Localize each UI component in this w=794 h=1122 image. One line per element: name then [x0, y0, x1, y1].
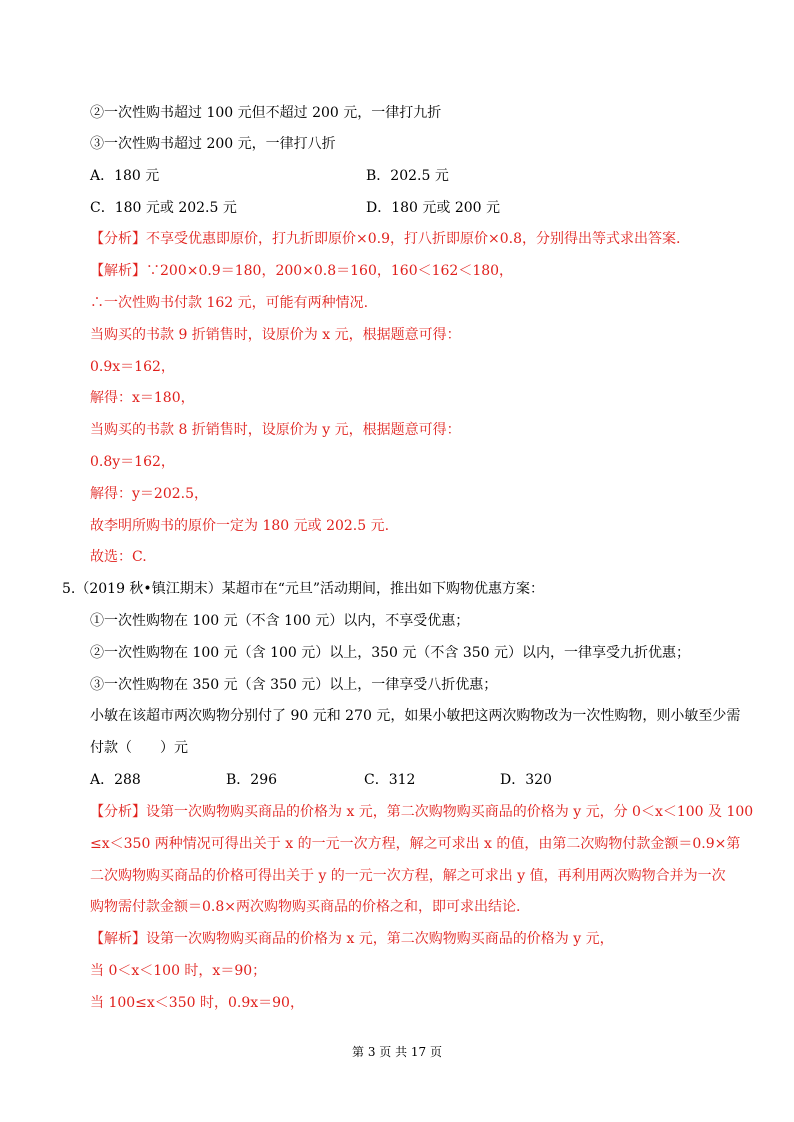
q4-conclusion: 故李明所购书的原价一定为 180 元或 202.5 元.	[90, 518, 390, 534]
q4-solution-line: 当购买的书款 9 折销售时，设原价为 x 元，根据题意可得：	[90, 327, 461, 343]
q5-rule-3: ③一次性购物在 350 元（含 350 元）以上，一律享受八折优惠；	[90, 677, 498, 693]
rule-line-2: ②一次性购书超过 100 元但不超过 200 元，一律打九折	[90, 105, 442, 121]
q5-rule-1: ①一次性购物在 100 元（不含 100 元）以内，不享受优惠；	[90, 613, 470, 629]
q4-solution-line: 解得：x＝180，	[90, 390, 195, 406]
q5-option-c: C．312	[364, 772, 416, 788]
q5-analysis: 购物需付款金额＝0.8×两次购物购买商品的价格之和，即可求出结论.	[90, 899, 521, 915]
q4-analysis: 【分析】不享受优惠即原价，打九折即原价×0.9，打八折即原价×0.8，分别得出等式求出答案.	[90, 231, 681, 247]
q4-solution-line: 【解析】∵200×0.9＝180，200×0.8＝160，160＜162＜180，	[90, 263, 514, 279]
q5-analysis: ≤x＜350 两种情况可得出关于 x 的一元一次方程，解之可求出 x 的值，由第二次购物付款金额＝0.9×第	[90, 836, 741, 852]
q5-question-text: 付款（ ）元	[90, 740, 188, 756]
q5-solution-line: 【解析】设第一次购物购买商品的价格为 x 元，第二次购物购买商品的价格为 y 元，	[90, 931, 614, 947]
q4-option-b: B．202.5 元	[366, 168, 449, 184]
question-5-stem: 5.（2019 秋•镇江期末）某超市在“元旦”活动期间，推出如下购物优惠方案：	[62, 581, 545, 597]
q5-analysis: 【分析】设第一次购物购买商品的价格为 x 元，第二次购物购买商品的价格为 y 元，分 0＜x＜100 及 100	[90, 804, 754, 820]
q4-solution-line: 0.8y＝162，	[90, 454, 175, 470]
q5-option-b: B．296	[226, 772, 278, 788]
q5-solution-line: 当 100≤x＜350 时，0.9x＝90，	[90, 995, 304, 1011]
q4-solution-line: 当购买的书款 8 折销售时，设原价为 y 元，根据题意可得：	[90, 422, 461, 438]
rule-line-3: ③一次性购书超过 200 元，一律打八折	[90, 136, 336, 152]
q4-answer: 故选：C.	[90, 549, 147, 565]
q4-option-d: D．180 元或 200 元	[366, 200, 501, 216]
q5-question-text: 小敏在该超市两次购物分别付了 90 元和 270 元，如果小敏把这两次购物改为一次性购物，则小敏至少需	[90, 708, 741, 724]
page-footer: 第 3 页 共 17 页	[352, 1045, 442, 1059]
q5-analysis: 二次购物购买商品的价格可得出关于 y 的一元一次方程，解之可求出 y 值，再利用两次购物合并为一次	[90, 868, 726, 884]
q4-solution-line: 解得：y＝202.5，	[90, 486, 208, 502]
q5-rule-2: ②一次性购物在 100 元（含 100 元）以上，350 元（不含 350 元）以内，一律享受九折优惠；	[90, 645, 691, 661]
q4-option-c: C．180 元或 202.5 元	[90, 200, 237, 216]
q4-option-a: A．180 元	[90, 168, 160, 184]
q5-solution-line: 当 0＜x＜100 时，x＝90；	[90, 963, 267, 979]
q5-option-d: D．320	[500, 772, 552, 788]
q4-solution-line: ∴一次性购书付款 162 元，可能有两种情况.	[90, 295, 369, 311]
q5-option-a: A．288	[90, 772, 141, 788]
q4-solution-line: 0.9x＝162，	[90, 359, 175, 375]
